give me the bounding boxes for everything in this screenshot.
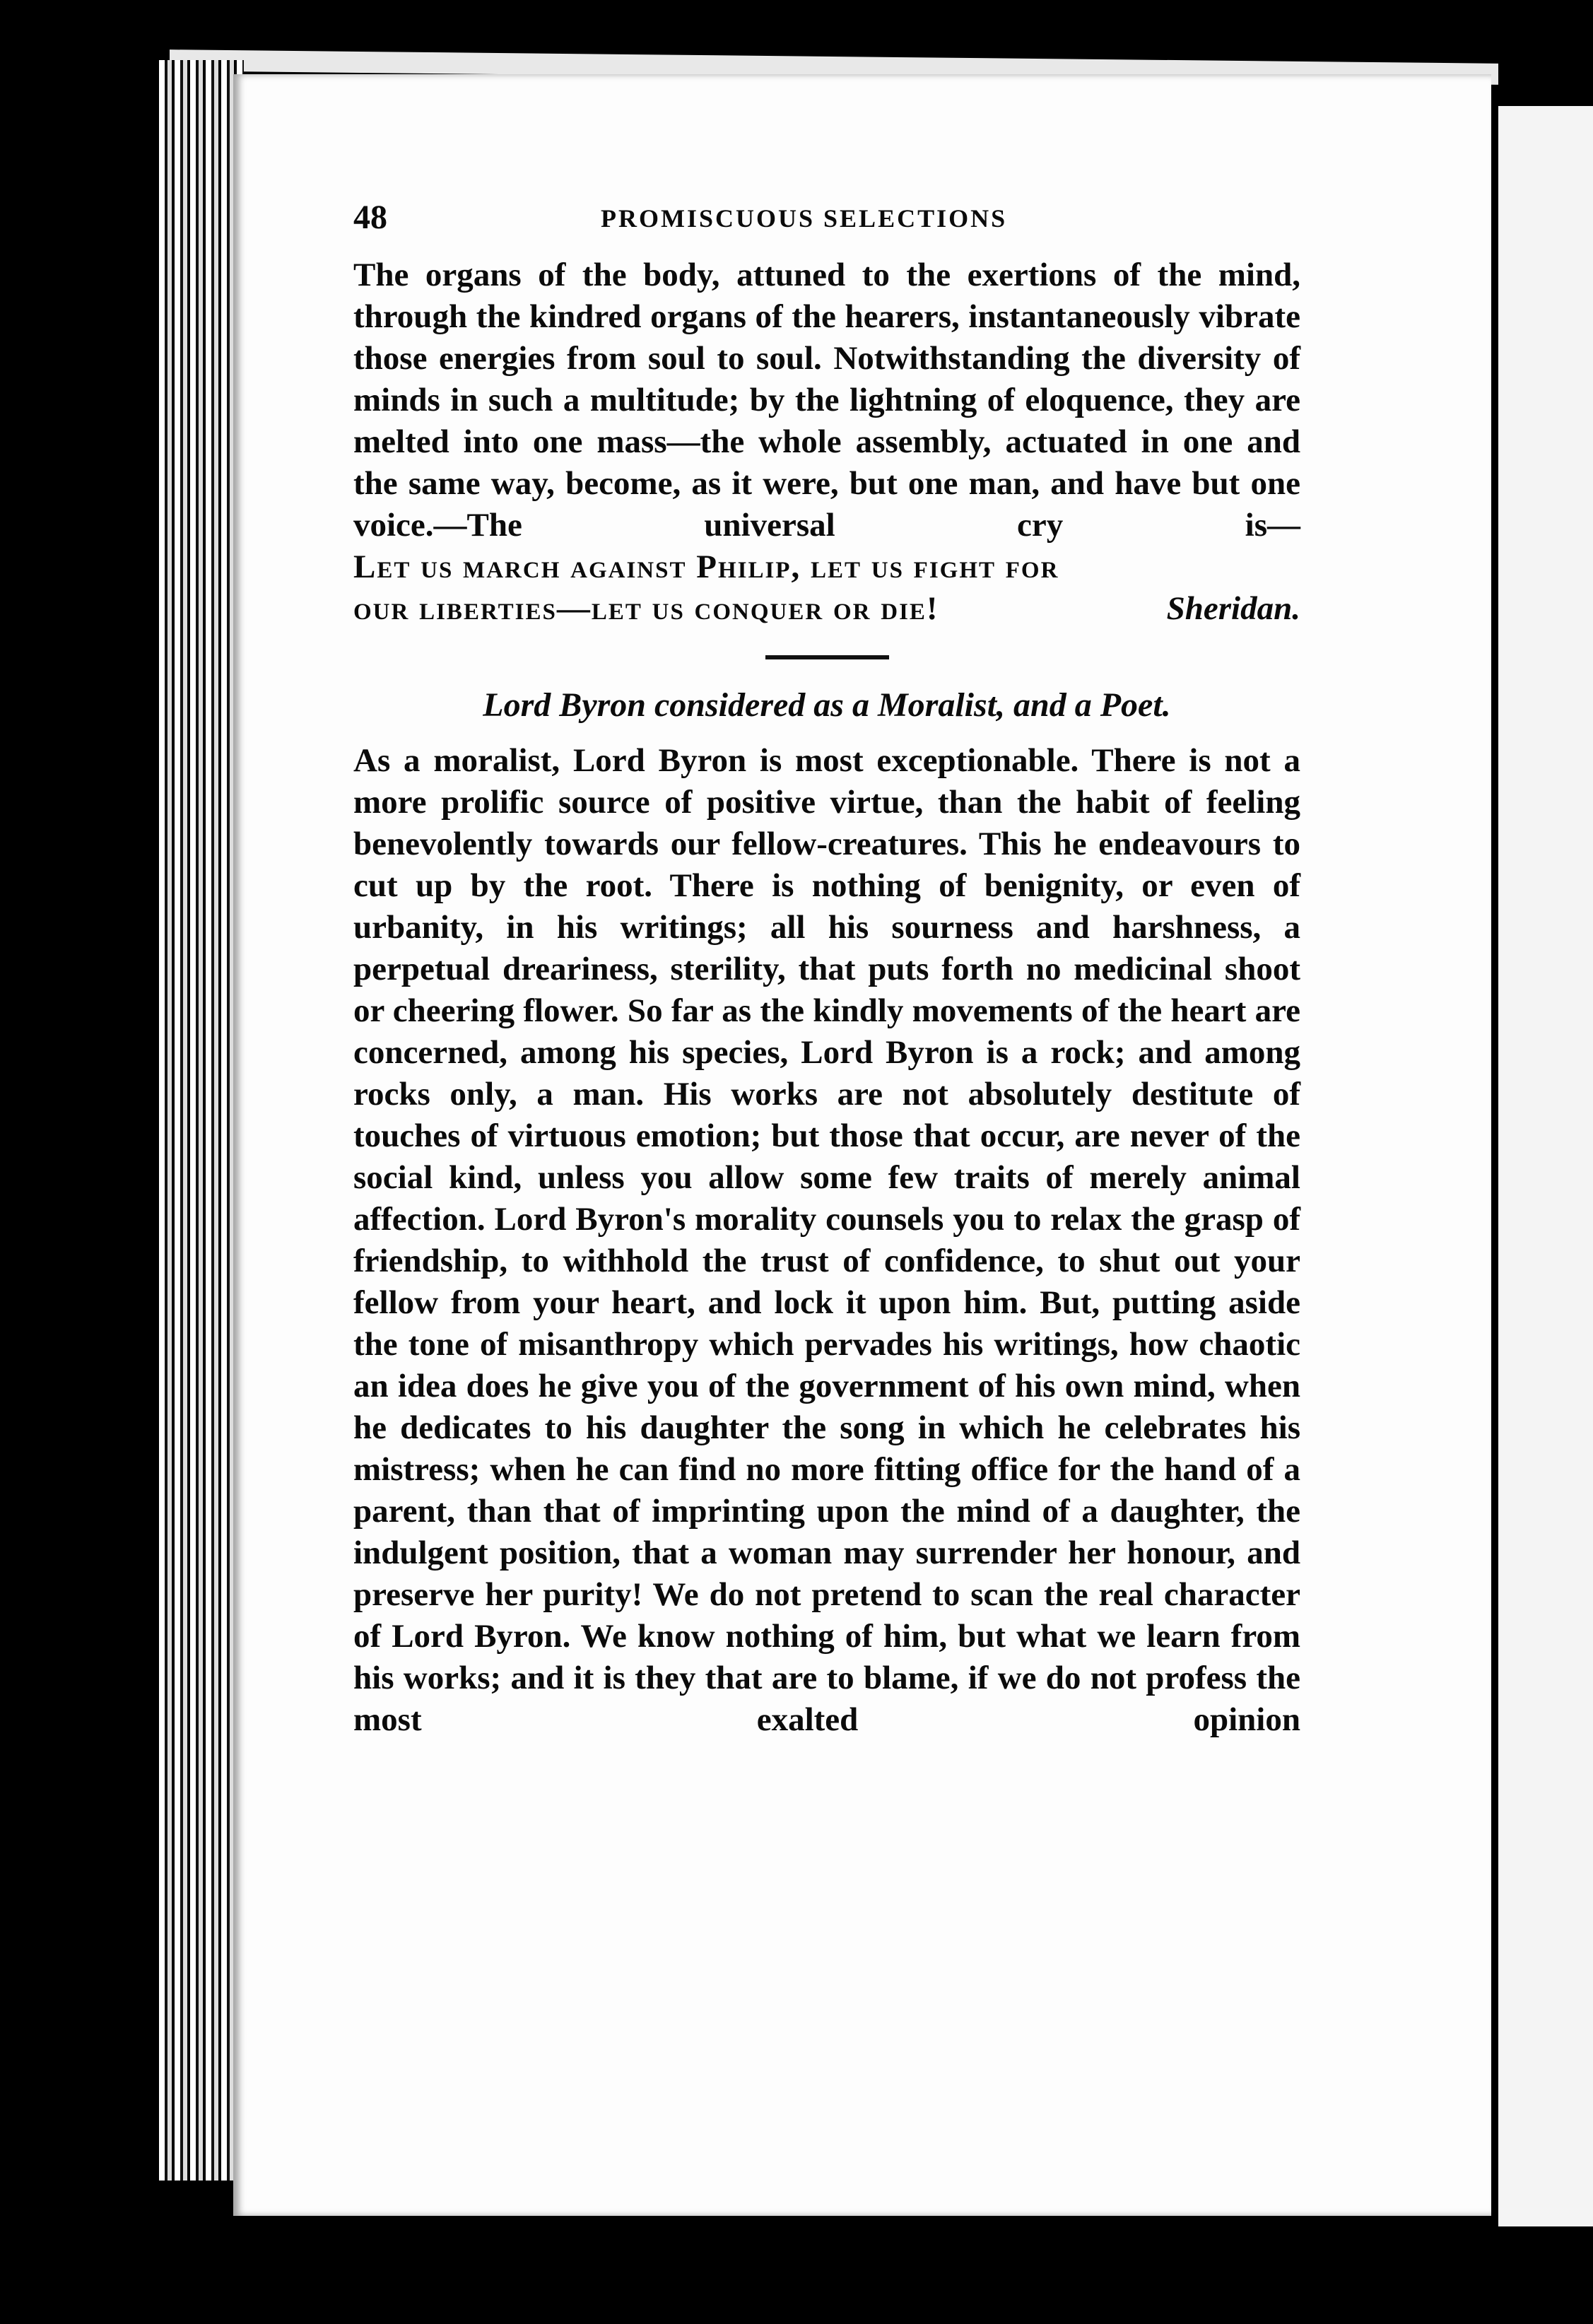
- running-title: PROMISCUOUS SELECTIONS: [601, 204, 1008, 233]
- page-number: 48: [353, 199, 387, 236]
- essay-heading: Lord Byron considered as a Moralist, and a Poet.: [483, 686, 1171, 724]
- attribution: Sheridan.: [1166, 590, 1300, 627]
- essay-body-text: As a moralist, Lord Byron is most exceptionable. There is not a more prolific source of positive virtue, than the habit of feeling benevolently towards our fellow-creatures. This he endeavours to cut up by the root. There is nothing of benignity, or even of urbanity, in his writings; all his sourness and harshness, a perpetual dreariness, sterility, that puts forth no medicinal shoot or cheering flower. So far as the kindly movements of the heart are concerned, among his species, Lord Byron is a rock; and among rocks only, a man. His works are not absolutely destitute of touches of virtuous emotion; but those that occur, are never of the social kind, unless you allow some few traits of merely animal affection. Lord Byron's morality counsels you to relax the grasp of friendship, to withhold the trust of confidence, to shut out your fellow from your heart, and lock it upon him. But, putting aside the tone of misanthropy which pervades his writings, how chaotic an idea does he give you of the government of his own mind, when he dedicates to his daughter the song in which he celebrates his mistress; when he can find no more fitting office for the hand of a parent, than that of imprinting upon the mind of a daughter, the indulgent position, that a woman may surrender her honour, and preserve her purity! We do not pretend to scan the real character of Lord Byron. We know nothing of him, but what we learn from his works; and it is they that are to blame, if we do not profess the most exalted opinion: [353, 742, 1300, 1738]
- page-content: [353, 191, 1300, 1741]
- first-passage-text: The organs of the body, attuned to the exertions of the mind, through the kindred organs of the hearers, instantaneously vibrate those energies from soul to soul. Notwithstanding the diversity of minds in such a multitude; by the lightning of eloquence, they are melted into one mass—the whole assembly, actuated in one and the same way, become, as it were, but one man, and have but one voice.—The universal cry is—: [353, 257, 1300, 544]
- exclamation-line-2: our liberties—let us conquer or die! Sheridan.: [353, 588, 1300, 630]
- page-stack-edge: [159, 60, 244, 2181]
- facing-page-fragment: [1498, 106, 1593, 2226]
- exclamation-line-1: Let us march against Philip, let us fight for: [353, 548, 1059, 585]
- running-head: [353, 191, 1300, 247]
- section-divider-rule: [765, 655, 889, 659]
